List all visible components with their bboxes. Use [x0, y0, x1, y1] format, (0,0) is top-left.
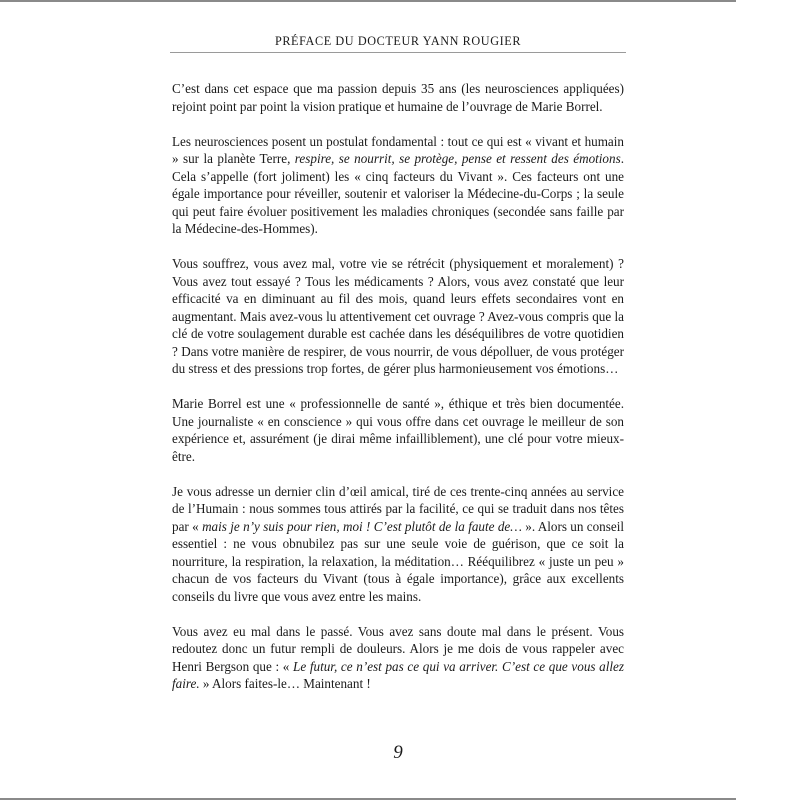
body-text: [172, 80, 624, 710]
paragraph-3-text: Vous souffrez, vous avez mal, votre vie se rétrécit (physiquement et moralement) ? Vous avez tout essayé ? Tous les médicaments ? Alors, vous avez constaté que leur efficacité va en diminuant au fil des mois, quand leurs effets secondaires vont en augmentant. Mais avez-vous lu attentivement cet ouvrage ? Avez-vous compris que la clé de votre soulagement durable est cachée dans les déséquilibres de votre quotidien ? Dans votre manière de respirer, de vous nourrir, de vous dépolluer, de vous protéger du stress et des pressions trop fortes, de gérer plus harmonieusement vos émotions…: [172, 256, 624, 376]
running-title: PRÉFACE DU DOCTEUR YANN ROUGIER: [274, 34, 522, 48]
paragraph-5: [172, 483, 624, 606]
page-number: 9: [393, 742, 403, 763]
paragraph-5-text-c: ». Alors un conseil essentiel : ne vous obnubilez pas sur une seule voie de guérison, que ce soit la nourriture, la respiration, la relaxation, la méditation… Rééquilibrez « juste un peu » chacun de vos facteurs du Vivant (tous à égale importance), grâce aux excellents conseils du livre que vous avez entre les mains.: [172, 518, 624, 604]
paragraph-5-italic: mais je n’y suis pour rien, moi ! C’est plutôt de la faute de…: [202, 518, 522, 534]
paragraph-6-italic: Le futur, ce n’est pas ce qui va arriver. C’est ce que vous allez faire.: [172, 658, 624, 691]
paragraph-4-text: Marie Borrel est une « professionnelle de santé », éthique et très bien documentée. Une journaliste « en conscience » qui vous offre dans cet ouvrage le meilleur de son expérience et, assurément (je dirai même infailliblement), une clé pour votre mieux-être.: [172, 396, 624, 464]
paragraph-3: [172, 255, 624, 378]
paragraph-4: [172, 395, 624, 465]
paragraph-6-text-c: » Alors faites-le… Maintenant !: [199, 676, 371, 691]
paragraph-5-text-a: Je vous adresse un dernier clin d’œil amical, tiré de ces trente-cinq années au service de l’Humain : nous sommes tous attirés par la facilité, ce qui se traduit dans nos têtes par «: [172, 483, 624, 534]
paragraph-6: [172, 623, 624, 693]
header-rule: [170, 52, 626, 53]
paragraph-1: [172, 80, 624, 115]
paragraph-2-text-a: Les neurosciences posent un postulat fondamental : tout ce qui est « vivant et humain » sur la planète Terre,: [172, 133, 624, 166]
paragraph-2-italic: respire, se nourrit, se protège, pense et ressent des émotions: [294, 151, 621, 166]
paragraph-1-text: C’est dans cet espace que ma passion depuis 35 ans (les neurosciences appliquées) rejoint point par point la vision pratique et humaine de l’ouvrage de Marie Borrel.: [172, 81, 624, 114]
page-edge-top: [0, 0, 736, 2]
paragraph-6-text-a: Vous avez eu mal dans le passé. Vous avez sans doute mal dans le présent. Vous redoutez donc un futur rempli de douleurs. Alors je me dois de vous rappeler avec Henri Bergson que : «: [172, 623, 624, 674]
paragraph-2-text-c: . Cela s’appelle (fort joliment) les « cinq facteurs du Vivant ». Ces facteurs ont une égale importance pour réveiller, soutenir et valoriser la Médecine-du-Corps ; la seule qui peut faire évoluer positivement les maladies chroniques (secondée sans faille par la Médecine-des-Hommes).: [172, 151, 624, 236]
paragraph-2: [172, 133, 624, 238]
